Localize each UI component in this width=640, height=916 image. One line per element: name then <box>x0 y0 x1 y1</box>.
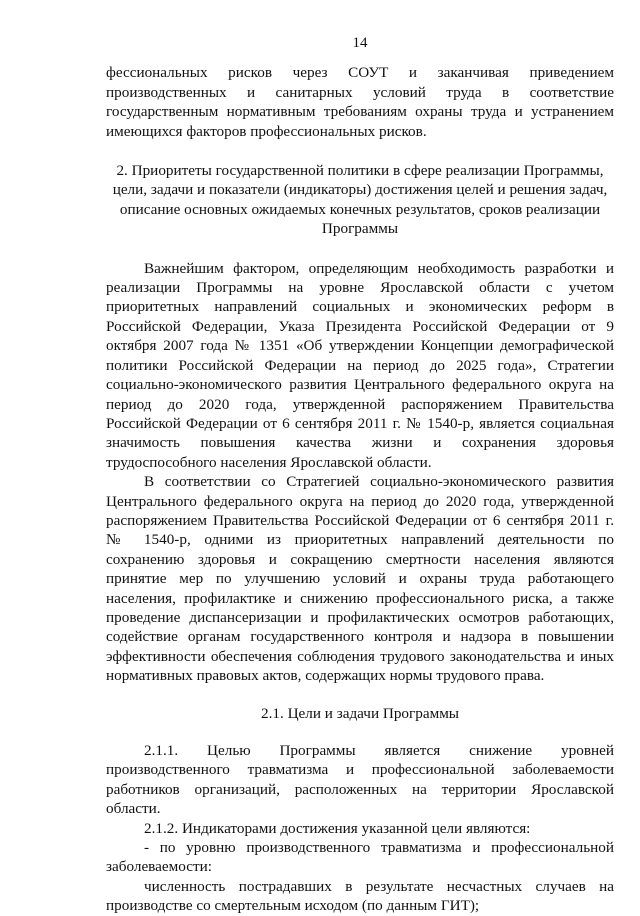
spacer <box>106 686 614 704</box>
strategy-paragraph: В соответствии со Стратегией социально-экономического развития Центрального федерального округа на период до 2020 года, утвержденной распоряжением Правительства Российской Федерации от 6 сентября 2011 г. № 1540-р, одними из приоритетных направлений деятельности по сохранению здоровья и сокращению смертности населения являются принятие мер по улучшению условий и охраны труда работающего населения, профилактике и снижению профессионального риска, а также проведение диспансеризации и профилактических осмотров работающих, содействие органам государственного контроля и надзора в повышении эффективности обеспечения соблюдения трудового законодательства и иных нормативных правовых актов, содержащих нормы трудового права. <box>106 473 614 685</box>
goal-paragraph: 2.1.1. Целью Программы является снижение уровней производственного травматизма и профессиональной заболеваемости работников организаций, расположенных на территории Ярославской области. <box>106 742 614 818</box>
document-page <box>106 34 614 916</box>
indicators-intro-paragraph: 2.1.2. Индикаторами достижения указанной цели являются: <box>144 819 531 837</box>
section-2-1-heading: 2.1. Цели и задачи Программы <box>260 704 460 722</box>
spacer <box>106 239 614 259</box>
page-number: 14 <box>352 35 368 51</box>
indicator-paragraph: численность пострадавших в результате несчастных случаев на производстве со смертельным исходом (по данным ГИТ); <box>106 877 614 915</box>
bullet-paragraph: - по уровню производственного травматизма и профессиональной заболеваемости: <box>106 839 614 876</box>
factor-paragraph: Важнейшим фактором, определяющим необходимость разработки и реализации Программы на уровне Ярославской области с учетом приоритетных направлений социальных и экономических реформ в Российской Федерации, Указа Президента Российской Федерации от 9 октября 2007 года № 1351 «Об утверждении Концепции демографической политики Российской Федерации на период до 2025 года», Стратегии социально-экономического развития Центрального федерального округа на период до 2020 года, утвержденной распоряжением Правительства Российской Федерации от 6 сентября 2011 г. № 1540-р, является социальная значимость повышения качества жизни и сохранения здоровья трудоспособного населения Ярославской области. <box>106 259 614 471</box>
spacer <box>106 723 614 741</box>
spacer <box>106 141 614 161</box>
intro-paragraph: фессиональных рисков через СОУТ и заканчивая приведением производственных и санитарных условий труда в соответствие государственным нормативным требованиям охраны труда и устранением имеющихся факторов профессиональных рисков. <box>106 64 614 140</box>
section-2-heading: 2. Приоритеты государственной политики в сфере реализации Программы, цели, задачи и показатели (индикаторы) достижения целей и решения задач, описание основных ожидаемых конечных результатов, сроков реализации Программы <box>112 162 608 238</box>
